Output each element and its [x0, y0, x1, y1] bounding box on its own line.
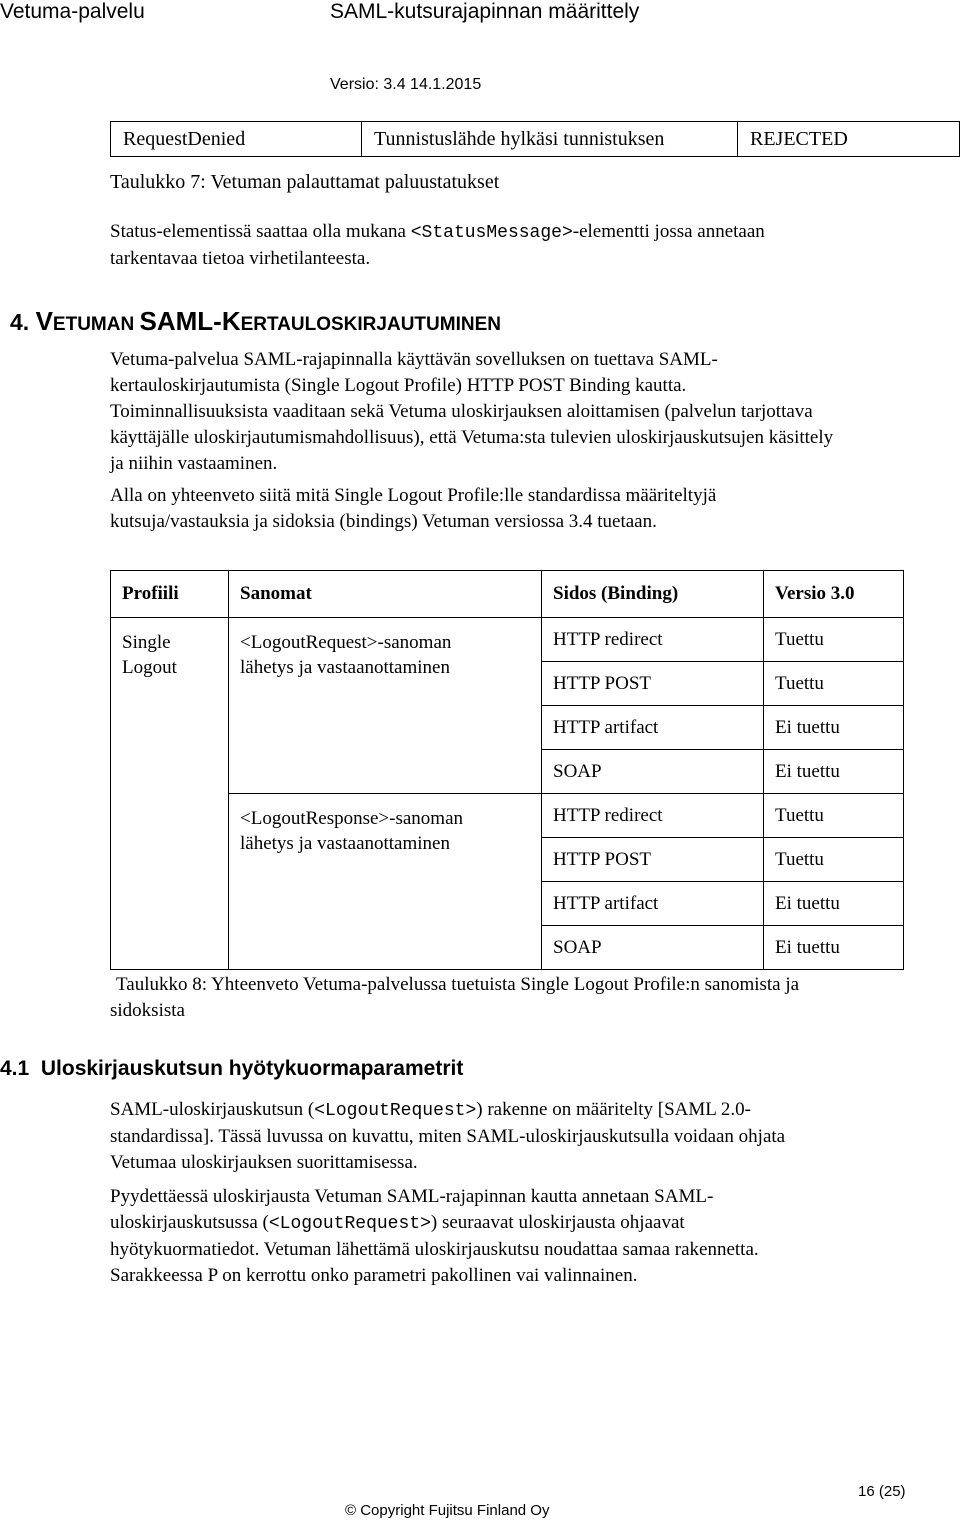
table-caption: Taulukko 7: Vetuman palauttamat paluustatukset — [110, 171, 500, 193]
binding-cell: HTTP artifact — [542, 882, 764, 926]
section41-paragraph-2 — [110, 1184, 960, 1289]
paragraph-line: käyttäjälle uloskirjautumismahdollisuus), että Vetuma:sta tulevien uloskirjauskutsujen käsittely — [110, 427, 834, 448]
header-document-title: SAML-kutsurajapinnan määrittely — [330, 0, 640, 23]
heading-text: SAML- — [139, 306, 222, 336]
text-span: Status-elementissä saattaa olla mukana — [110, 221, 411, 242]
support-cell: Tuettu — [764, 618, 904, 662]
profile-cell — [111, 618, 229, 970]
paragraph-line — [110, 219, 960, 246]
paragraph-line: Toiminnallisuuksista vaaditaan sekä Vetuma uloskirjauksen aloittamisen (palvelun tarjottava — [110, 401, 813, 422]
support-cell: Tuettu — [764, 838, 904, 882]
section4-paragraph-1 — [110, 347, 960, 477]
heading-number: 4. — [10, 309, 30, 335]
paragraph-line: kertauloskirjautumista (Single Logout Profile) HTTP POST Binding kautta. — [110, 375, 687, 396]
inline-code: <LogoutRequest> — [268, 1214, 431, 1234]
message-cell — [229, 794, 542, 970]
text-span: -elementti jossa annetaan — [572, 221, 765, 242]
caption-line: sidoksista — [110, 1000, 185, 1021]
paragraph-line: standardissa]. Tässä luvussa on kuvattu, miten SAML-uloskirjauskutsulla voidaan ohjata — [110, 1126, 786, 1147]
status-paragraph — [110, 219, 960, 272]
column-header: Sanomat — [229, 571, 542, 618]
cell-line: Single — [122, 632, 171, 653]
paragraph-line: Pyydettäessä uloskirjausta Vetuman SAML-rajapinnan kautta annetaan SAML- — [110, 1186, 714, 1207]
text-span: uloskirjauskutsussa ( — [110, 1212, 269, 1233]
paragraph-line: Alla on yhteenveto siitä mitä Single Logout Profile:lle standardissa määriteltyjä — [110, 485, 717, 506]
column-header: Profiili — [111, 571, 229, 618]
section41-paragraph-1 — [110, 1097, 960, 1176]
table-row — [111, 618, 904, 662]
binding-cell: SOAP — [542, 926, 764, 970]
paragraph-line: tarkentavaa tietoa virhetilanteesta. — [110, 248, 371, 269]
caption-line: Taulukko 8: Yhteenveto Vetuma-palvelussa tuetuista Single Logout Profile:n sanomista ja — [116, 974, 800, 995]
column-header: Sidos (Binding) — [542, 571, 764, 618]
support-cell: Ei tuettu — [764, 882, 904, 926]
table-header-row — [111, 571, 904, 618]
cell-line: lähetys ja vastaanottaminen — [240, 657, 450, 678]
header-left-title: Vetuma-palvelu — [0, 0, 145, 23]
text-span: ) rakenne on määritelty [SAML 2.0- — [476, 1099, 751, 1120]
heading-text: K — [221, 306, 241, 336]
section4-paragraph-2 — [110, 483, 960, 535]
header-version: Versio: 3.4 14.1.2015 — [330, 76, 482, 93]
table-cell: Tunnistuslähde hylkäsi tunnistuksen — [362, 122, 738, 157]
paragraph-line: hyötykuormatiedot. Vetuman lähettämä uloskirjauskutsu noudattaa samaa rakennetta. — [110, 1239, 759, 1260]
table-row — [111, 794, 904, 838]
cell-line: lähetys ja vastaanottaminen — [240, 833, 450, 854]
heading-text: ERTAULOSKIRJAUTUMINEN — [240, 314, 501, 335]
binding-cell: HTTP POST — [542, 838, 764, 882]
table-row — [111, 122, 960, 157]
footer-copyright: © Copyright Fujitsu Finland Oy — [345, 1502, 550, 1519]
message-cell — [229, 618, 542, 794]
table-cell: RequestDenied — [111, 122, 362, 157]
support-cell: Ei tuettu — [764, 706, 904, 750]
inline-code: <LogoutRequest> — [314, 1101, 477, 1121]
paragraph-line: kutsuja/vastauksia ja sidoksia (bindings) Vetuman versiossa 3.4 tuetaan. — [110, 511, 657, 532]
table-caption — [110, 972, 960, 1024]
inline-code: <StatusMessage> — [410, 223, 573, 243]
section-heading — [10, 306, 501, 337]
heading-text: ETUMAN — [52, 314, 140, 335]
binding-cell: HTTP redirect — [542, 618, 764, 662]
page-number: 16 (25) — [858, 1483, 906, 1500]
paragraph-line: Vetuma-palvelua SAML-rajapinnalla käyttävän sovelluksen on tuettava SAML- — [110, 349, 718, 370]
paragraph-line: Sarakkeessa P on kerrottu onko parametri pakollinen vai valinnainen. — [110, 1265, 638, 1286]
binding-cell: HTTP artifact — [542, 706, 764, 750]
cell-line: <LogoutRequest>-sanoman — [240, 632, 452, 653]
text-span: SAML-uloskirjauskutsun ( — [110, 1099, 315, 1120]
column-header: Versio 3.0 — [764, 571, 904, 618]
cell-line: <LogoutResponse>-sanoman — [240, 808, 464, 829]
binding-cell: HTTP redirect — [542, 794, 764, 838]
heading-text: V — [35, 306, 53, 336]
cell-line: Logout — [122, 657, 177, 678]
binding-cell: SOAP — [542, 750, 764, 794]
paragraph-line — [110, 1097, 960, 1124]
subsection-heading: 4.1 Uloskirjauskutsun hyötykuormaparametrit — [0, 1057, 464, 1080]
profile-table — [110, 570, 904, 970]
support-cell: Ei tuettu — [764, 926, 904, 970]
support-cell: Tuettu — [764, 794, 904, 838]
status-table — [110, 121, 960, 157]
table-cell: REJECTED — [738, 122, 960, 157]
paragraph-line: Vetumaa uloskirjauksen suorittamisessa. — [110, 1152, 418, 1173]
paragraph-line: ja niihin vastaaminen. — [110, 453, 278, 474]
paragraph-line — [110, 1210, 960, 1237]
binding-cell: HTTP POST — [542, 662, 764, 706]
support-cell: Tuettu — [764, 662, 904, 706]
support-cell: Ei tuettu — [764, 750, 904, 794]
text-span: ) seuraavat uloskirjausta ohjaavat — [430, 1212, 685, 1233]
